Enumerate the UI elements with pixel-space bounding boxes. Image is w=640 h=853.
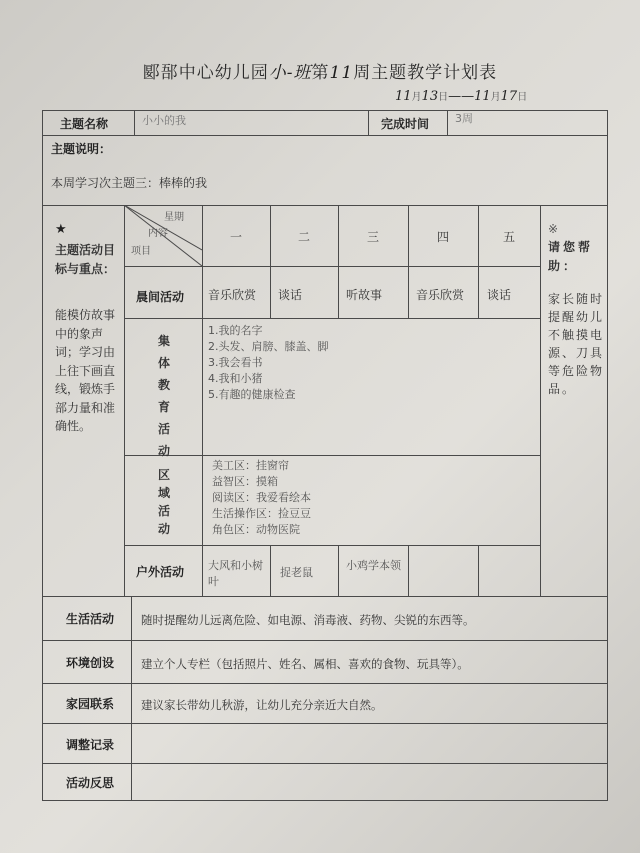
end-day: 17 — [500, 89, 518, 104]
group-activity-list — [208, 323, 329, 403]
day-header-5: 五 — [503, 230, 516, 244]
help-mark: ※ — [548, 222, 559, 236]
area-activity-list — [212, 458, 311, 538]
month-label-1: 月 — [411, 92, 422, 103]
completion-time-label: 完成时间 — [381, 117, 430, 131]
outdoor-activity-label: 户外活动 — [136, 565, 185, 579]
theme-name-label: 主题名称 — [60, 117, 109, 131]
list-item: 阅读区：我爱看绘本 — [212, 491, 311, 504]
day-header-1: 一 — [230, 230, 243, 244]
outdoor-item: 小鸡学本领 — [346, 559, 401, 572]
week-handwritten: 11 — [329, 63, 354, 83]
list-item: 4.我和小猪 — [208, 372, 263, 385]
page-title — [0, 58, 640, 83]
title-prefix: 郾郚中心幼儿园 — [142, 63, 269, 83]
group-activity-label: 集体教育活动 — [157, 334, 170, 458]
list-item: 5.有趣的健康检查 — [208, 388, 296, 401]
morning-item: 谈话 — [278, 288, 303, 302]
end-month: 11 — [474, 89, 491, 104]
description-text: 本周学习次主题三：棒棒的我 — [51, 176, 208, 190]
goals-heading: 主题活动目标与重点： — [55, 243, 116, 276]
list-item: 角色区：动物医院 — [212, 523, 300, 536]
home-contact-text: 建议家长带幼儿秋游，让幼儿充分亲近大自然。 — [141, 698, 383, 712]
life-activity-label: 生活活动 — [66, 612, 115, 626]
morning-item: 听故事 — [346, 288, 383, 302]
date-dash: —— — [448, 89, 475, 104]
morning-item: 音乐欣赏 — [416, 288, 465, 302]
class-handwritten: 小-班 — [268, 63, 312, 83]
reflection-label: 活动反思 — [66, 776, 115, 790]
help-heading: 请您帮助： — [548, 240, 594, 273]
day-label-1: 日 — [438, 92, 449, 103]
day-header-4: 四 — [437, 230, 450, 244]
completion-time-value: 3周 — [455, 112, 473, 125]
list-item: 美工区：挂窗帘 — [212, 459, 289, 472]
list-item: 生活操作区：捡豆豆 — [212, 507, 311, 520]
morning-item: 谈话 — [487, 288, 512, 302]
diag-item-label: 项目 — [131, 246, 151, 257]
morning-activity-label: 晨间活动 — [136, 290, 185, 304]
date-range — [395, 88, 527, 104]
theme-name-value: 小小的我 — [142, 114, 186, 127]
day-label-2: 日 — [517, 92, 528, 103]
list-item: 3.我会看书 — [208, 356, 263, 369]
start-day: 13 — [421, 89, 439, 104]
environment-text: 建立个人专栏（包括照片、姓名、属相、喜欢的食物、玩具等）。 — [141, 657, 469, 671]
morning-item: 音乐欣赏 — [208, 288, 257, 302]
list-item: 2.头发、肩膀、膝盖、脚 — [208, 340, 329, 353]
star-mark: ★ — [55, 222, 67, 237]
list-item: 1.我的名字 — [208, 324, 263, 337]
day-header-2: 二 — [298, 230, 311, 244]
life-activity-text: 随时提醒幼儿远离危险、如电源、消毒液、药物、尖锐的东西等。 — [141, 613, 475, 627]
list-item: 益智区：摸箱 — [212, 475, 278, 488]
outdoor-item: 大风和小树叶 — [208, 559, 263, 588]
diag-content-label: 内容 — [148, 228, 168, 239]
home-contact-label: 家园联系 — [66, 697, 115, 711]
title-suffix: 周主题教学计划表 — [353, 63, 498, 83]
adjustment-record-label: 调整记录 — [66, 738, 115, 752]
help-text: 家长随时提醒幼儿不触摸电源、刀具等危险物品。 — [548, 292, 605, 396]
month-label-2: 月 — [490, 92, 501, 103]
title-middle: 第 — [311, 63, 330, 83]
description-label: 主题说明： — [51, 142, 112, 156]
environment-label: 环境创设 — [66, 656, 115, 670]
area-activity-label: 区域活动 — [157, 468, 170, 536]
day-header-3: 三 — [367, 230, 380, 244]
start-month: 11 — [395, 89, 412, 104]
diag-weekday-label: 星期 — [164, 212, 184, 223]
outdoor-item: 捉老鼠 — [280, 566, 313, 579]
goals-text: 能模仿故事中的象声词；学习由上往下画直线，锻炼手部力量和准确性。 — [55, 308, 116, 433]
